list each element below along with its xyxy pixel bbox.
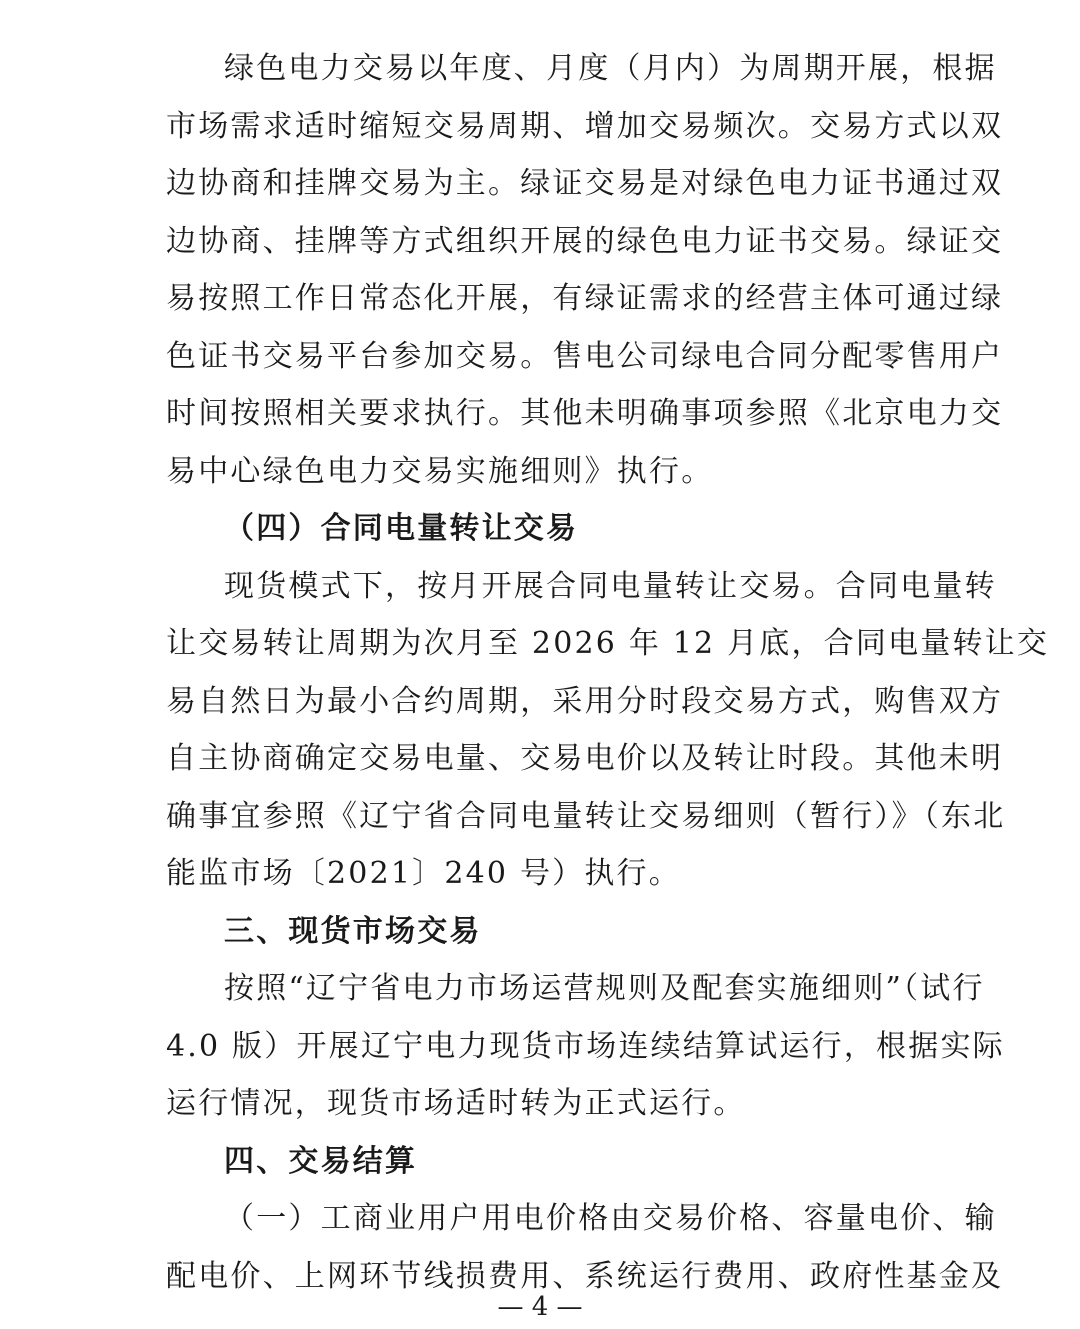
paragraph-line: 时间按照相关要求执行。其他未明确事项参照《北京电力交 [166,396,1004,431]
paragraph-line: 能监市场〔2021〕240 号）执行。 [166,856,681,891]
paragraph-line: 色证书交易平台参加交易。售电公司绿电合同分配零售用户 [166,338,1004,374]
section-heading: 四、交易结算 [224,1143,418,1179]
document-body [166,40,1050,1305]
section-heading: （四）合同电量转让交易 [224,511,579,546]
paragraph-line: 自主协商确定交易电量、交易电价以及转让时段。其他未明 [166,741,1004,776]
section-heading: 三、现货市场交易 [224,913,482,949]
paragraph-line: 易自然日为最小合约周期，采用分时段交易方式，购售双方 [166,683,1004,719]
paragraph-line: 边协商和挂牌交易为主。绿证交易是对绿色电力证书通过双 [166,166,1004,201]
paragraph-line: 确事宜参照《辽宁省合同电量转让交易细则（暂行）》（东北 [166,798,1006,834]
paragraph-line: 易按照工作日常态化开展，有绿证需求的经营主体可通过绿 [166,281,1004,316]
paragraph-line: 边协商、挂牌等方式组织开展的绿色电力证书交易。绿证交 [166,223,1004,259]
paragraph-line: （一）工商业用户用电价格由交易价格、容量电价、输 [224,1201,997,1236]
page-number: — 4 — [497,1292,583,1322]
paragraph-line: 市场需求适时缩短交易周期、增加交易频次。交易方式以双 [166,108,1004,144]
paragraph-line: 运行情况，现货市场适时转为正式运行。 [166,1086,746,1121]
paragraph-line: 易中心绿色电力交易实施细则》执行。 [166,453,714,489]
paragraph-line: 按照“辽宁省电力市场运营规则及配套实施细则”（试行 [224,971,985,1006]
paragraph-line: 配电价、上网环节线损费用、系统运行费用、政府性基金及 [166,1258,1004,1294]
paragraph-line: 4.0 版）开展辽宁电力现货市场连续结算试运行，根据实际 [166,1028,1005,1064]
paragraph-line: 现货模式下，按月开展合同电量转让交易。合同电量转 [224,568,997,604]
paragraph-line: 让交易转让周期为次月至 2026 年 12 月底，合同电量转让交 [166,626,1050,661]
paragraph-line: 绿色电力交易以年度、月度（月内）为周期开展，根据 [224,51,997,86]
